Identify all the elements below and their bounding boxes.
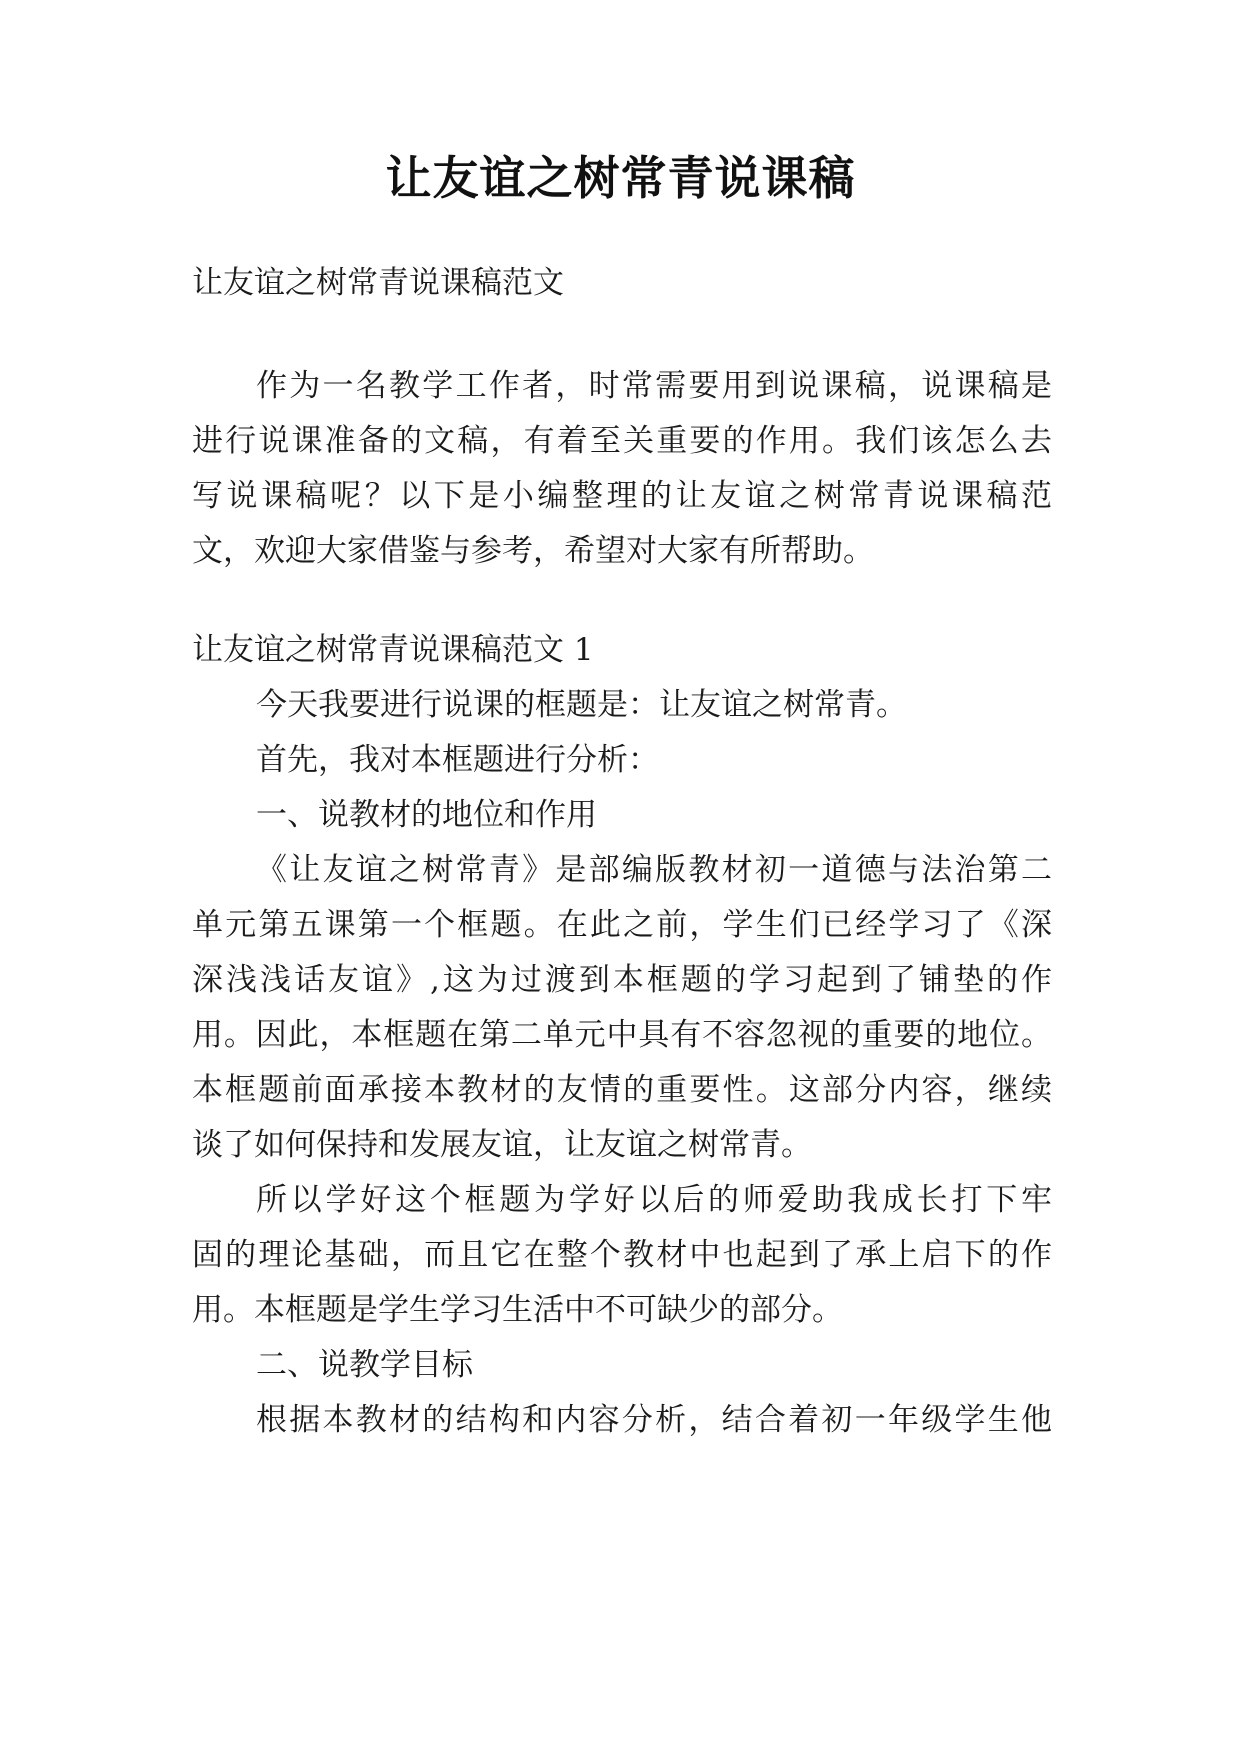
paragraph-line: 本框题前面承接本教材的友情的重要性。这部分内容，继续 (192, 1072, 1052, 1108)
paragraph-first: 首先，我对本框题进行分析： (256, 742, 659, 778)
intro-line: 进行说课准备的文稿，有着至关重要的作用。我们该怎么去 (192, 423, 1052, 459)
document-title: 让友谊之树常青说课稿 (385, 151, 856, 205)
paragraph-line: 《让友谊之树常青》是部编版教材初一道德与法治第二 (256, 852, 1052, 888)
intro-line: 作为一名教学工作者，时常需要用到说课稿，说课稿是 (256, 368, 1052, 404)
paragraph-line: 用。本框题是学生学习生活中不可缺少的部分。 (192, 1292, 843, 1328)
paragraph-today: 今天我要进行说课的框题是：让友谊之树常青。 (256, 687, 907, 723)
paragraph-line: 深浅浅话友谊》,这为过渡到本框题的学习起到了铺垫的作 (192, 962, 1052, 998)
document-subtitle: 让友谊之树常青说课稿范文 (192, 265, 564, 301)
intro-line: 写说课稿呢？以下是小编整理的让友谊之树常青说课稿范 (192, 478, 1052, 514)
paragraph-line: 所以学好这个框题为学好以后的师爱助我成长打下牢 (256, 1182, 1052, 1218)
paragraph-line: 根据本教材的结构和内容分析，结合着初一年级学生他 (256, 1402, 1052, 1438)
paragraph-line: 单元第五课第一个框题。在此之前，学生们已经学习了《深 (192, 907, 1052, 943)
paragraph-line: 固的理论基础，而且它在整个教材中也起到了承上启下的作 (192, 1237, 1052, 1273)
heading-two: 二、说教学目标 (256, 1347, 473, 1383)
paragraph-line: 用。因此，本框题在第二单元中具有不容忽视的重要的地位。 (192, 1017, 1052, 1053)
paragraph-line: 谈了如何保持和发展友谊，让友谊之树常青。 (192, 1127, 812, 1163)
intro-line: 文，欢迎大家借鉴与参考，希望对大家有所帮助。 (192, 533, 874, 569)
heading-one: 一、说教材的地位和作用 (256, 797, 597, 833)
section-heading: 让友谊之树常青说课稿范文 1 (192, 632, 594, 668)
